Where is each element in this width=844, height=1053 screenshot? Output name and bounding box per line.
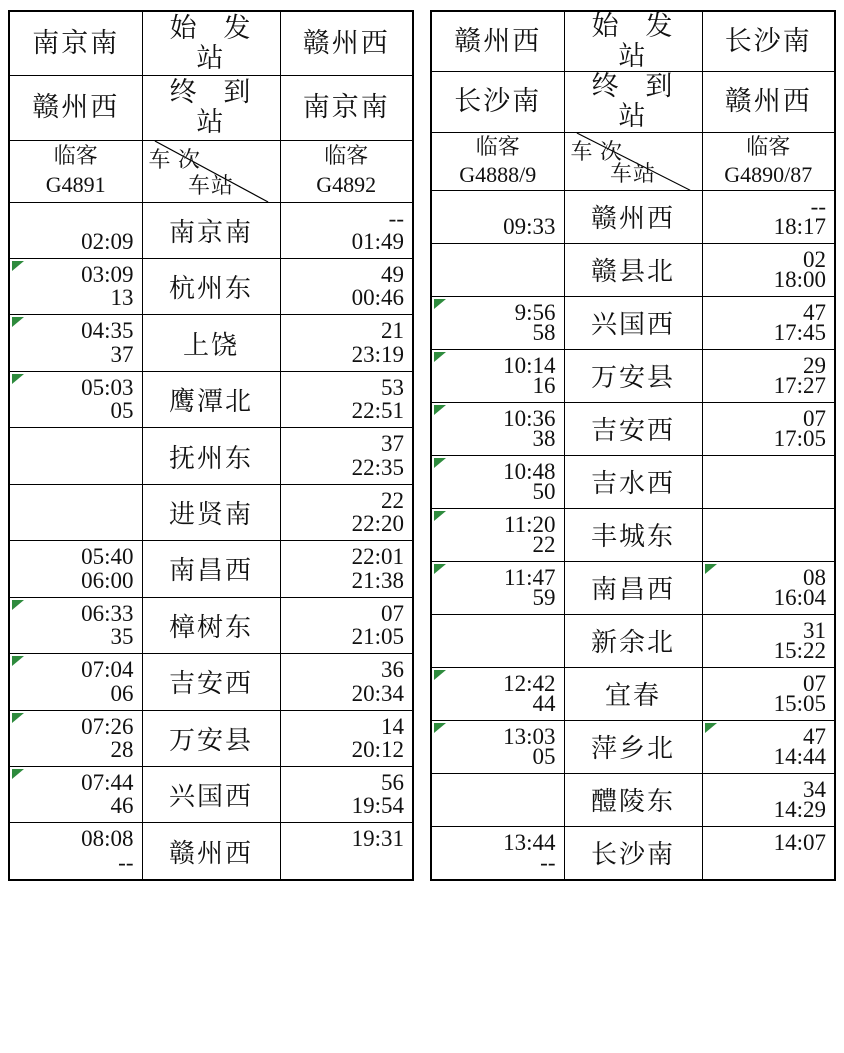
cell-time-right	[280, 428, 413, 484]
cell-station-name: 长沙南	[564, 826, 702, 880]
departure-time: 09:33	[503, 213, 556, 239]
table-row	[431, 243, 835, 296]
terminus-left: 赣州西	[9, 76, 142, 140]
transfer-flag-icon	[434, 299, 446, 309]
departure-time: 15:05	[773, 690, 826, 716]
cell-station-name: 吉水西	[564, 455, 702, 508]
departure-time: 22:20	[351, 511, 404, 537]
departure-time: 38	[532, 425, 556, 451]
table-row	[9, 597, 413, 653]
arrival-time: 07	[381, 600, 404, 626]
cell-time-right	[702, 614, 835, 667]
table-row	[9, 259, 413, 315]
train-label: 车 次	[148, 146, 202, 172]
arrival-time: 53	[381, 374, 404, 400]
table-row	[9, 202, 413, 258]
cell-station-name: 杭州东	[142, 259, 280, 315]
table-row	[431, 826, 835, 880]
terminus-right: 南京南	[280, 76, 413, 140]
arrival-time: 10:48	[503, 458, 556, 484]
transfer-flag-icon	[434, 352, 446, 362]
cell-station-name: 进贤南	[142, 484, 280, 540]
departure-time: 18:17	[773, 213, 826, 239]
departure-time: 58	[532, 319, 556, 345]
cell-station-name: 赣县北	[564, 243, 702, 296]
departure-time: 17:27	[773, 372, 826, 398]
terminus-right: 赣州西	[702, 72, 835, 132]
cell-time-left	[9, 484, 142, 540]
train-right-type: 临客	[324, 143, 369, 169]
cell-time-right	[280, 541, 413, 597]
transfer-flag-icon	[705, 564, 717, 574]
departure-time: 21:05	[351, 624, 404, 650]
train-right	[280, 140, 413, 202]
cell-time-right	[702, 561, 835, 614]
header-train-row	[431, 132, 835, 190]
transfer-flag-icon	[12, 656, 24, 666]
departure-time: 16:04	[773, 584, 826, 610]
terminus-left: 长沙南	[431, 72, 564, 132]
arrival-time: 11:47	[503, 564, 556, 590]
cell-time-left	[431, 508, 564, 561]
table-row	[431, 614, 835, 667]
departure-time: 16	[532, 372, 556, 398]
train-label: 车 次	[570, 138, 624, 164]
cell-time-right	[280, 371, 413, 427]
table-row	[431, 455, 835, 508]
transfer-flag-icon	[434, 458, 446, 468]
table-row	[9, 766, 413, 822]
cell-time-right	[280, 202, 413, 258]
arrival-time: 21	[381, 318, 404, 344]
table-row	[9, 654, 413, 710]
cell-time-left	[9, 766, 142, 822]
arrival-time: 14:07	[773, 829, 826, 855]
header-terminus-row	[9, 76, 413, 140]
arrival-time: 07:26	[81, 713, 134, 739]
table-row	[431, 402, 835, 455]
terminus-label: 终 到 站	[564, 72, 702, 132]
arrival-time: 12:42	[503, 670, 556, 696]
arrival-time: 36	[381, 657, 404, 683]
rows-left	[9, 202, 413, 880]
table-row	[431, 508, 835, 561]
cell-time-right	[702, 349, 835, 402]
departure-time: 14:29	[773, 796, 826, 822]
arrival-time: 10:36	[503, 405, 556, 431]
transfer-flag-icon	[12, 600, 24, 610]
departure-time: 20:12	[351, 736, 404, 762]
arrival-time: 14	[381, 713, 404, 739]
train-right	[702, 132, 835, 190]
transfer-flag-icon	[12, 713, 24, 723]
arrival-time: 03:09	[81, 262, 134, 288]
arrival-time: 08	[803, 564, 826, 590]
train-station-diagonal-cell	[564, 132, 702, 190]
departure-time: 01:49	[351, 229, 404, 255]
origin-right: 长沙南	[702, 11, 835, 72]
cell-time-right	[280, 654, 413, 710]
timetable-left	[8, 10, 414, 881]
departure-time: 37	[110, 341, 134, 367]
departure-time: 50	[532, 478, 556, 504]
arrival-time: 37	[381, 431, 404, 457]
cell-station-name: 上饶	[142, 315, 280, 371]
header-terminus-row	[431, 72, 835, 132]
table-row	[431, 667, 835, 720]
cell-time-right	[702, 773, 835, 826]
arrival-time: 11:20	[503, 511, 556, 537]
cell-time-right	[702, 402, 835, 455]
departure-time: 06	[110, 680, 134, 706]
departure-time: 44	[532, 690, 556, 716]
cell-time-left	[9, 823, 142, 880]
transfer-flag-icon	[434, 511, 446, 521]
cell-station-name: 兴国西	[142, 766, 280, 822]
transfer-flag-icon	[434, 670, 446, 680]
train-left	[9, 140, 142, 202]
cell-time-right	[280, 823, 413, 880]
departure-time: 19:54	[351, 793, 404, 819]
cell-time-left	[431, 773, 564, 826]
cell-time-right	[280, 484, 413, 540]
cell-time-right	[702, 720, 835, 773]
table-row	[431, 720, 835, 773]
arrival-time: 49	[381, 262, 404, 288]
departure-time: 06:00	[81, 567, 134, 593]
header-train-row	[9, 140, 413, 202]
station-label: 车站	[609, 160, 657, 186]
cell-time-left	[9, 315, 142, 371]
table-row	[9, 710, 413, 766]
station-label: 车站	[187, 172, 235, 198]
departure-time: 02:09	[81, 229, 134, 255]
departure-time: 22:51	[351, 398, 404, 424]
departure-time: 28	[110, 736, 134, 762]
departure-time: 00:46	[351, 285, 404, 311]
cell-station-name: 南昌西	[564, 561, 702, 614]
cell-time-left	[431, 826, 564, 880]
table-row	[9, 428, 413, 484]
cell-time-left	[431, 720, 564, 773]
cell-time-right	[280, 315, 413, 371]
departure-time: 13	[110, 285, 134, 311]
cell-time-right	[702, 667, 835, 720]
cell-time-right	[280, 710, 413, 766]
cell-time-left	[431, 455, 564, 508]
cell-station-name: 万安县	[564, 349, 702, 402]
cell-time-left	[9, 710, 142, 766]
table-row	[431, 349, 835, 402]
origin-label: 始 发 站	[564, 11, 702, 72]
cell-time-left	[431, 190, 564, 243]
cell-time-left	[431, 561, 564, 614]
cell-station-name: 鹰潭北	[142, 371, 280, 427]
table-row	[9, 315, 413, 371]
table-row	[9, 484, 413, 540]
cell-time-left	[9, 597, 142, 653]
arrival-time: --	[810, 193, 826, 219]
timetable-right	[430, 10, 836, 881]
cell-station-name: 南昌西	[142, 541, 280, 597]
cell-station-name: 万安县	[142, 710, 280, 766]
train-station-diagonal-cell	[142, 140, 280, 202]
train-left	[431, 132, 564, 190]
arrival-time: 02	[803, 246, 826, 272]
departure-time: 17:45	[773, 319, 826, 345]
cell-station-name: 南京南	[142, 202, 280, 258]
train-right-number: G4892	[316, 172, 377, 198]
arrival-time: 29	[803, 352, 826, 378]
origin-label: 始 发 站	[142, 11, 280, 76]
departure-time: 21:38	[351, 567, 404, 593]
arrival-time: 19:31	[351, 826, 404, 852]
arrival-time: 56	[381, 769, 404, 795]
table-row	[431, 773, 835, 826]
cell-station-name: 兴国西	[564, 296, 702, 349]
table-row	[9, 371, 413, 427]
arrival-time: 9:56	[514, 299, 556, 325]
departure-time: 17:05	[773, 425, 826, 451]
train-left-number: G4888/9	[459, 162, 537, 188]
cell-time-left	[9, 371, 142, 427]
departure-time: 46	[110, 793, 134, 819]
transfer-flag-icon	[434, 723, 446, 733]
arrival-time: 13:44	[503, 829, 556, 855]
cell-station-name: 赣州西	[564, 190, 702, 243]
train-right-type: 临客	[746, 133, 791, 159]
transfer-flag-icon	[705, 723, 717, 733]
arrival-time: 07:44	[81, 769, 134, 795]
train-left-number: G4891	[45, 172, 106, 198]
table-row	[431, 561, 835, 614]
cell-time-left	[431, 243, 564, 296]
cell-time-left	[9, 654, 142, 710]
train-left-type: 临客	[475, 133, 520, 159]
arrival-time: --	[388, 205, 404, 231]
cell-time-right	[702, 508, 835, 561]
cell-station-name: 吉安西	[142, 654, 280, 710]
cell-time-left	[431, 349, 564, 402]
cell-time-left	[431, 402, 564, 455]
cell-station-name: 宜春	[564, 667, 702, 720]
cell-station-name: 樟树东	[142, 597, 280, 653]
arrival-time: 13:03	[503, 723, 556, 749]
origin-left: 南京南	[9, 11, 142, 76]
header-origin-row	[431, 11, 835, 72]
arrival-time: 22	[381, 487, 404, 513]
departure-time: 15:22	[773, 637, 826, 663]
departure-time: --	[540, 849, 556, 875]
cell-station-name: 吉安西	[564, 402, 702, 455]
departure-time: --	[118, 849, 134, 875]
rows-right	[431, 190, 835, 880]
table-row	[431, 190, 835, 243]
cell-time-left	[9, 259, 142, 315]
cell-time-left	[431, 296, 564, 349]
cell-station-name: 醴陵东	[564, 773, 702, 826]
arrival-time: 47	[803, 299, 826, 325]
train-right-number: G4890/87	[724, 162, 813, 188]
departure-time: 20:34	[351, 680, 404, 706]
cell-time-right	[702, 243, 835, 296]
cell-time-right	[280, 597, 413, 653]
cell-station-name: 萍乡北	[564, 720, 702, 773]
train-left-type: 临客	[53, 143, 98, 169]
arrival-time: 04:35	[81, 318, 134, 344]
arrival-time: 47	[803, 723, 826, 749]
cell-time-left	[431, 667, 564, 720]
cell-station-name: 新余北	[564, 614, 702, 667]
arrival-time: 22:01	[351, 544, 404, 570]
cell-time-right	[702, 826, 835, 880]
cell-time-right	[280, 259, 413, 315]
arrival-time: 10:14	[503, 352, 556, 378]
cell-time-right	[702, 296, 835, 349]
origin-right: 赣州西	[280, 11, 413, 76]
cell-station-name: 丰城东	[564, 508, 702, 561]
departure-time: 05	[532, 743, 556, 769]
arrival-time: 34	[803, 776, 826, 802]
arrival-time: 05:40	[81, 544, 134, 570]
origin-left: 赣州西	[431, 11, 564, 72]
transfer-flag-icon	[434, 564, 446, 574]
header-origin-row	[9, 11, 413, 76]
cell-time-right	[280, 766, 413, 822]
departure-time: 14:44	[773, 743, 826, 769]
arrival-time: 08:08	[81, 826, 134, 852]
departure-time: 05	[110, 398, 134, 424]
cell-time-left	[431, 614, 564, 667]
cell-time-right	[702, 190, 835, 243]
arrival-time: 05:03	[81, 374, 134, 400]
arrival-time: 07	[803, 670, 826, 696]
cell-time-left	[9, 428, 142, 484]
cell-time-left	[9, 541, 142, 597]
arrival-time: 07:04	[81, 657, 134, 683]
departure-time: 22:35	[351, 454, 404, 480]
transfer-flag-icon	[12, 317, 24, 327]
departure-time: 18:00	[773, 266, 826, 292]
table-row	[9, 541, 413, 597]
departure-time: 22	[532, 531, 556, 557]
cell-time-right	[702, 455, 835, 508]
terminus-label: 终 到 站	[142, 76, 280, 140]
arrival-time: 06:33	[81, 600, 134, 626]
cell-time-left	[9, 202, 142, 258]
departure-time: 59	[532, 584, 556, 610]
departure-time: 35	[110, 624, 134, 650]
transfer-flag-icon	[12, 374, 24, 384]
arrival-time: 07	[803, 405, 826, 431]
transfer-flag-icon	[12, 769, 24, 779]
transfer-flag-icon	[434, 405, 446, 415]
transfer-flag-icon	[12, 261, 24, 271]
departure-time: 23:19	[351, 341, 404, 367]
cell-station-name: 赣州西	[142, 823, 280, 880]
cell-station-name: 抚州东	[142, 428, 280, 484]
table-row	[431, 296, 835, 349]
arrival-time: 31	[803, 617, 826, 643]
table-row	[9, 823, 413, 880]
